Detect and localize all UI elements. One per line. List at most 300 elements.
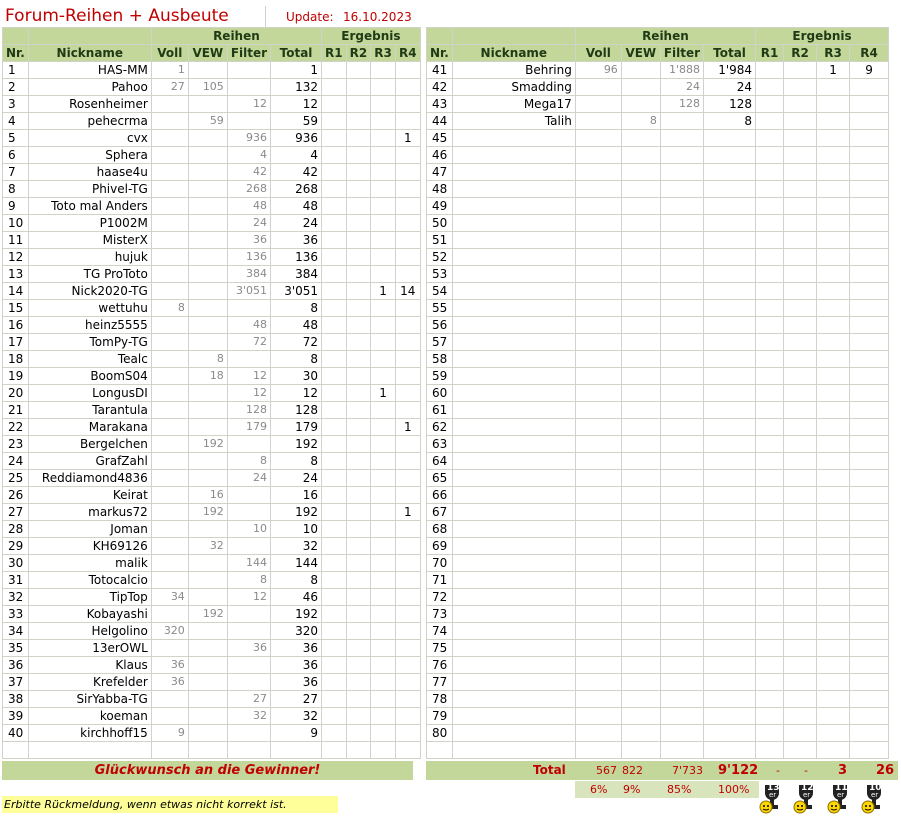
cell-vew — [188, 317, 227, 334]
cell-filter — [660, 725, 703, 742]
cell-voll — [575, 300, 621, 317]
cell-voll — [151, 198, 188, 215]
trophy-icon — [859, 781, 889, 815]
update-date: 16.10.2023 — [343, 10, 412, 24]
cell-r3 — [371, 691, 396, 708]
cell-nr: 1 — [3, 62, 29, 79]
cell-nick: Mega17 — [452, 96, 575, 113]
cell-r4 — [395, 521, 420, 538]
totals-bar — [426, 761, 898, 780]
cell-r4 — [850, 572, 889, 589]
cell-nr: 32 — [3, 589, 29, 606]
cell-filter — [660, 249, 703, 266]
cell-total: 24 — [271, 470, 322, 487]
cell-filter — [660, 113, 703, 130]
cell-r2 — [784, 589, 817, 606]
cell-r4 — [395, 164, 420, 181]
cell-nick: KH69126 — [28, 538, 151, 555]
cell-total — [704, 351, 756, 368]
cell-nick — [452, 521, 575, 538]
table-row — [427, 606, 889, 623]
table-row — [3, 300, 421, 317]
cell-nick: GrafZahl — [28, 453, 151, 470]
cell-nr: 23 — [3, 436, 29, 453]
cell-empty — [346, 742, 371, 759]
cell-voll — [575, 538, 621, 555]
cell-r3 — [817, 589, 850, 606]
cell-r3 — [371, 657, 396, 674]
cell-filter — [660, 215, 703, 232]
cell-nick — [452, 640, 575, 657]
cell-vew — [621, 657, 660, 674]
table-row — [427, 385, 889, 402]
cell-vew — [621, 453, 660, 470]
cell-r3 — [817, 572, 850, 589]
table-row — [427, 572, 889, 589]
cell-r2 — [784, 606, 817, 623]
cell-total: 16 — [271, 487, 322, 504]
cell-total: 30 — [271, 368, 322, 385]
cell-r4 — [850, 317, 889, 334]
cell-voll — [575, 113, 621, 130]
cell-empty — [784, 742, 817, 759]
update-label: Update: — [286, 10, 334, 24]
cell-r3 — [817, 266, 850, 283]
cell-nick — [452, 385, 575, 402]
medal-sub: er — [871, 791, 879, 799]
table-row — [3, 555, 421, 572]
cell-r4: 1 — [395, 419, 420, 436]
cell-r3 — [817, 623, 850, 640]
cell-r4 — [850, 283, 889, 300]
cell-r2 — [346, 555, 371, 572]
cell-vew — [621, 130, 660, 147]
cell-filter — [660, 385, 703, 402]
cell-total: 27 — [271, 691, 322, 708]
cell-voll — [575, 589, 621, 606]
cell-r1 — [322, 487, 347, 504]
total-r4: 26 — [876, 763, 895, 778]
cell-nick — [452, 232, 575, 249]
cell-r2 — [346, 266, 371, 283]
cell-nr: 61 — [427, 402, 453, 419]
pct-total: 100% — [718, 783, 750, 796]
cell-r1 — [322, 521, 347, 538]
cell-r4 — [395, 147, 420, 164]
cell-total: 48 — [271, 198, 322, 215]
cell-r1 — [322, 79, 347, 96]
table-row — [427, 504, 889, 521]
table-row — [427, 436, 889, 453]
cell-nick — [452, 283, 575, 300]
cell-total: 384 — [271, 266, 322, 283]
cell-voll — [575, 317, 621, 334]
header-blank — [28, 28, 151, 45]
cell-nr: 35 — [3, 640, 29, 657]
cell-r4 — [850, 334, 889, 351]
cell-r4 — [850, 708, 889, 725]
cell-nick: MisterX — [28, 232, 151, 249]
cell-r1 — [756, 232, 784, 249]
table-row — [427, 300, 889, 317]
cell-r1 — [322, 453, 347, 470]
table-row — [3, 113, 421, 130]
table-row — [427, 725, 889, 742]
cell-filter — [227, 487, 270, 504]
cell-nr: 58 — [427, 351, 453, 368]
cell-vew — [188, 691, 227, 708]
cell-r2 — [784, 572, 817, 589]
cell-nick — [452, 691, 575, 708]
cell-total — [704, 334, 756, 351]
header-r3: R3 — [371, 45, 396, 62]
cell-r2 — [346, 657, 371, 674]
cell-nr: 28 — [3, 521, 29, 538]
cell-r4 — [395, 538, 420, 555]
cell-r1 — [756, 725, 784, 742]
cell-r3 — [371, 555, 396, 572]
cell-nick: Tarantula — [28, 402, 151, 419]
cell-nick — [452, 623, 575, 640]
cell-r4 — [850, 368, 889, 385]
cell-vew — [188, 589, 227, 606]
cell-r4 — [850, 521, 889, 538]
cell-vew — [621, 181, 660, 198]
cell-filter: 384 — [227, 266, 270, 283]
cell-filter: 12 — [227, 96, 270, 113]
cell-nr: 53 — [427, 266, 453, 283]
cell-vew — [188, 674, 227, 691]
cell-voll — [575, 623, 621, 640]
cell-voll — [575, 640, 621, 657]
cell-r4 — [395, 266, 420, 283]
cell-r3 — [817, 130, 850, 147]
cell-nr: 45 — [427, 130, 453, 147]
cell-nick — [452, 657, 575, 674]
cell-r4 — [395, 232, 420, 249]
cell-r3 — [817, 96, 850, 113]
cell-r4 — [850, 453, 889, 470]
cell-r1 — [322, 334, 347, 351]
cell-r2 — [346, 113, 371, 130]
cell-filter: 4 — [227, 147, 270, 164]
cell-nick: Sphera — [28, 147, 151, 164]
cell-r1 — [322, 385, 347, 402]
cell-nr: 20 — [3, 385, 29, 402]
cell-vew: 192 — [188, 504, 227, 521]
cell-nick: Toto mal Anders — [28, 198, 151, 215]
cell-filter: 24 — [227, 215, 270, 232]
cell-r4 — [850, 674, 889, 691]
cell-voll — [575, 79, 621, 96]
cell-r2 — [784, 266, 817, 283]
cell-vew — [621, 606, 660, 623]
cell-filter: 48 — [227, 317, 270, 334]
cell-filter — [660, 572, 703, 589]
medal-sub: er — [803, 791, 811, 799]
cell-vew — [621, 419, 660, 436]
header-r2: R2 — [346, 45, 371, 62]
cell-total: 1'984 — [704, 62, 756, 79]
cell-r1 — [322, 198, 347, 215]
cell-filter: 144 — [227, 555, 270, 572]
cell-r4 — [850, 79, 889, 96]
cell-voll — [151, 402, 188, 419]
header-nickname: Nickname — [452, 45, 575, 62]
cell-empty — [575, 742, 621, 759]
cell-r4 — [850, 385, 889, 402]
cell-total — [704, 147, 756, 164]
cell-total — [704, 317, 756, 334]
cell-r3 — [371, 453, 396, 470]
cell-r2 — [784, 385, 817, 402]
cell-r3 — [817, 436, 850, 453]
cell-r4 — [395, 385, 420, 402]
cell-vew: 105 — [188, 79, 227, 96]
table-row — [3, 351, 421, 368]
cell-r3 — [371, 538, 396, 555]
cell-voll — [575, 249, 621, 266]
header-blank — [452, 28, 575, 45]
cell-r4 — [850, 402, 889, 419]
cell-r1 — [322, 283, 347, 300]
cell-filter: 32 — [227, 708, 270, 725]
cell-nr: 30 — [3, 555, 29, 572]
cell-r3 — [817, 351, 850, 368]
cell-nr: 55 — [427, 300, 453, 317]
cell-filter — [227, 674, 270, 691]
cell-r4 — [395, 606, 420, 623]
cell-r1 — [322, 436, 347, 453]
cell-r4 — [395, 572, 420, 589]
cell-r1 — [322, 725, 347, 742]
cell-filter — [660, 538, 703, 555]
cell-nr: 80 — [427, 725, 453, 742]
cell-voll — [575, 419, 621, 436]
header-voll: Voll — [575, 45, 621, 62]
cell-filter — [227, 351, 270, 368]
cell-total — [704, 164, 756, 181]
cell-total: 36 — [271, 232, 322, 249]
cell-r1 — [756, 181, 784, 198]
cell-r4 — [395, 436, 420, 453]
cell-vew — [621, 487, 660, 504]
cell-nick — [452, 436, 575, 453]
cell-vew — [621, 249, 660, 266]
cell-r1 — [756, 470, 784, 487]
cell-voll — [575, 130, 621, 147]
table-row — [3, 657, 421, 674]
table-row — [427, 96, 889, 113]
cell-total — [704, 368, 756, 385]
cell-r1 — [322, 368, 347, 385]
cell-nick — [452, 130, 575, 147]
cell-total — [704, 283, 756, 300]
cell-total — [704, 572, 756, 589]
title-divider — [265, 6, 266, 28]
cell-voll — [151, 215, 188, 232]
cell-total — [704, 198, 756, 215]
cell-r1 — [322, 130, 347, 147]
cell-empty — [271, 742, 322, 759]
cell-r3 — [371, 402, 396, 419]
table-row — [3, 249, 421, 266]
cell-r4: 9 — [850, 62, 889, 79]
cell-nr: 52 — [427, 249, 453, 266]
cell-nick: Phivel-TG — [28, 181, 151, 198]
cell-nick — [452, 708, 575, 725]
cell-filter — [227, 725, 270, 742]
cell-total: 24 — [271, 215, 322, 232]
cell-nr: 62 — [427, 419, 453, 436]
totals-label: Total — [533, 763, 566, 777]
cell-filter — [227, 504, 270, 521]
cell-r2 — [784, 555, 817, 572]
cell-r4 — [395, 453, 420, 470]
cell-nick: Smadding — [452, 79, 575, 96]
cell-r2 — [784, 470, 817, 487]
header-vew: VEW — [188, 45, 227, 62]
cell-r2 — [346, 436, 371, 453]
cell-nr: 4 — [3, 113, 29, 130]
cell-nick: cvx — [28, 130, 151, 147]
cell-empty — [3, 742, 29, 759]
table-row — [427, 181, 889, 198]
cell-r3 — [371, 147, 396, 164]
total-r2: - — [804, 764, 808, 777]
cell-voll — [151, 419, 188, 436]
pct-voll: 6% — [590, 783, 608, 796]
cell-r2 — [784, 130, 817, 147]
cell-empty — [188, 742, 227, 759]
cell-vew — [188, 453, 227, 470]
cell-r1 — [756, 368, 784, 385]
table-row — [3, 436, 421, 453]
cell-r4 — [850, 198, 889, 215]
cell-filter — [660, 555, 703, 572]
table-row — [3, 79, 421, 96]
cell-nr: 14 — [3, 283, 29, 300]
cell-nr: 3 — [3, 96, 29, 113]
table-row — [427, 113, 889, 130]
cell-filter: 179 — [227, 419, 270, 436]
cell-r2 — [346, 334, 371, 351]
cell-filter — [660, 198, 703, 215]
cell-r2 — [346, 96, 371, 113]
cell-r1 — [756, 555, 784, 572]
cell-r1 — [756, 79, 784, 96]
table-row — [3, 198, 421, 215]
cell-r2 — [346, 691, 371, 708]
cell-nr: 71 — [427, 572, 453, 589]
cell-filter — [660, 368, 703, 385]
cell-nr: 56 — [427, 317, 453, 334]
cell-total — [704, 419, 756, 436]
cell-total: 12 — [271, 385, 322, 402]
cell-voll — [575, 198, 621, 215]
table-row — [427, 470, 889, 487]
header-total: Total — [704, 45, 756, 62]
cell-filter: 36 — [227, 640, 270, 657]
cell-nick — [452, 164, 575, 181]
table-row — [427, 317, 889, 334]
cell-r3 — [371, 266, 396, 283]
cell-r1 — [756, 436, 784, 453]
cell-vew — [188, 419, 227, 436]
table-row — [427, 130, 889, 147]
cell-r2 — [346, 521, 371, 538]
cell-vew — [621, 436, 660, 453]
pct-filter: 85% — [667, 783, 692, 796]
cell-vew — [188, 181, 227, 198]
cell-vew — [188, 640, 227, 657]
cell-nr: 67 — [427, 504, 453, 521]
cell-filter — [227, 436, 270, 453]
cell-r2 — [346, 623, 371, 640]
cell-nick — [452, 674, 575, 691]
cell-nick: Marakana — [28, 419, 151, 436]
cell-r2 — [784, 232, 817, 249]
cell-nr: 27 — [3, 504, 29, 521]
cell-total: 4 — [271, 147, 322, 164]
cell-nick: Reddiamond4836 — [28, 470, 151, 487]
cell-r4 — [850, 691, 889, 708]
cell-voll — [575, 453, 621, 470]
table-row — [427, 691, 889, 708]
cell-r3 — [371, 300, 396, 317]
cell-filter — [660, 674, 703, 691]
cell-voll — [151, 334, 188, 351]
cell-filter — [660, 589, 703, 606]
cell-empty — [452, 742, 575, 759]
cell-empty — [395, 742, 420, 759]
cell-r2 — [346, 589, 371, 606]
cell-r1 — [322, 589, 347, 606]
cell-nr: 47 — [427, 164, 453, 181]
cell-r3 — [371, 164, 396, 181]
cell-r1 — [322, 351, 347, 368]
cell-r2 — [346, 147, 371, 164]
cell-nr: 69 — [427, 538, 453, 555]
table-row — [427, 487, 889, 504]
cell-filter — [660, 351, 703, 368]
cell-nick: Klaus — [28, 657, 151, 674]
cell-r2 — [346, 504, 371, 521]
cell-total — [704, 453, 756, 470]
table-row — [3, 181, 421, 198]
cell-nr: 59 — [427, 368, 453, 385]
cell-r1 — [756, 538, 784, 555]
cell-nick — [452, 538, 575, 555]
table-row — [427, 62, 889, 79]
cell-nr: 75 — [427, 640, 453, 657]
cell-r1 — [756, 266, 784, 283]
cell-r4 — [850, 164, 889, 181]
cell-filter: 10 — [227, 521, 270, 538]
cell-r4 — [850, 215, 889, 232]
cell-voll — [151, 504, 188, 521]
table-row — [3, 470, 421, 487]
page-title: Forum-Reihen + Ausbeute — [5, 6, 229, 26]
cell-r4 — [850, 419, 889, 436]
table-row — [3, 589, 421, 606]
cell-voll — [151, 181, 188, 198]
cell-filter — [660, 623, 703, 640]
cell-voll — [575, 181, 621, 198]
cell-filter — [227, 606, 270, 623]
cell-r1 — [756, 521, 784, 538]
cell-r2 — [784, 215, 817, 232]
